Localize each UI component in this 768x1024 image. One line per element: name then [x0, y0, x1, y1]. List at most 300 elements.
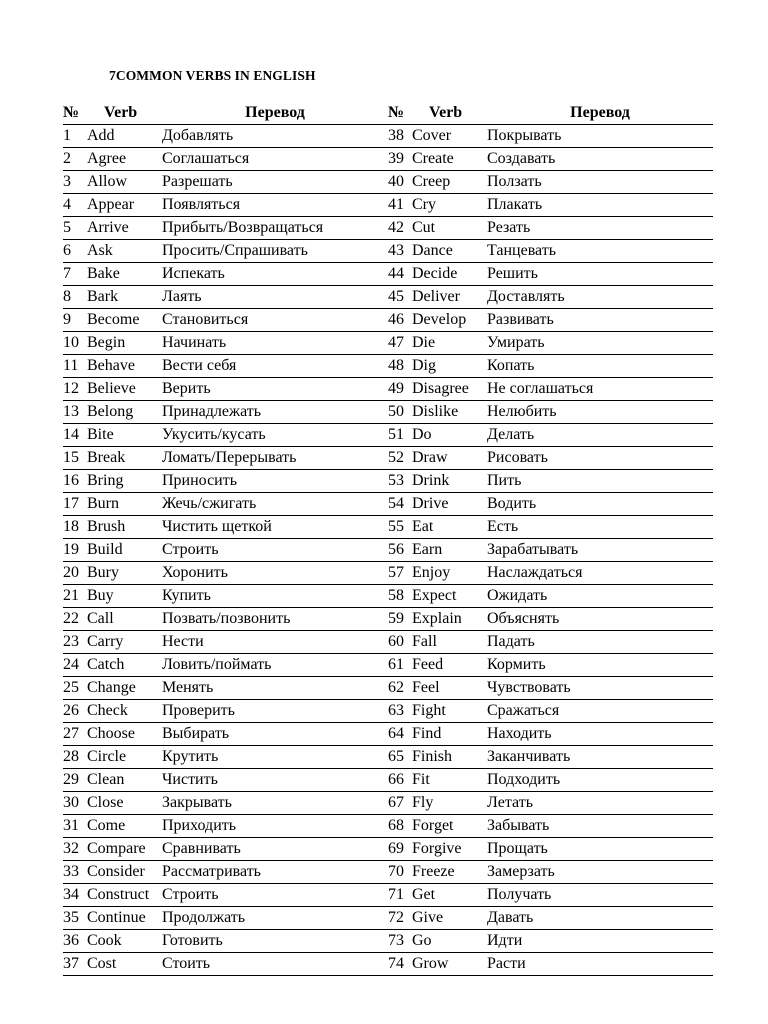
header-verb: Verb	[104, 104, 138, 121]
verb-english: Fight	[412, 702, 446, 719]
verb-russian: Крутить	[162, 748, 219, 765]
verb-english: Check	[87, 702, 128, 719]
verb-russian: Доставлять	[487, 288, 565, 305]
verb-row	[63, 884, 388, 907]
verb-number: 27	[63, 725, 79, 742]
verb-english: Brush	[87, 518, 126, 535]
verb-russian: Нести	[162, 633, 204, 650]
verb-english: Clean	[87, 771, 125, 788]
verb-russian: Забывать	[487, 817, 550, 834]
verb-row	[388, 769, 713, 792]
verb-number: 62	[388, 679, 404, 696]
verb-russian: Сравнивать	[162, 840, 241, 857]
verb-row	[63, 792, 388, 815]
verb-number: 25	[63, 679, 79, 696]
verbs-table-right	[388, 102, 713, 976]
verb-russian: Ломать/Перерывать	[162, 449, 297, 466]
verb-russian: Получать	[487, 886, 552, 903]
verb-row	[63, 815, 388, 838]
verb-english: Build	[87, 541, 123, 558]
table-header-row	[388, 102, 713, 125]
verb-english: Burn	[87, 495, 119, 512]
verb-russian: Ползать	[487, 173, 542, 190]
verb-english: Forgive	[412, 840, 462, 857]
verb-number: 41	[388, 196, 404, 213]
verb-english: Circle	[87, 748, 127, 765]
verb-russian: Жечь/сжигать	[162, 495, 257, 512]
verb-row	[388, 562, 713, 585]
verb-number: 12	[63, 380, 79, 397]
verb-russian: Чистить	[162, 771, 218, 788]
verb-row	[63, 953, 388, 976]
verb-number: 46	[388, 311, 404, 328]
verb-english: Eat	[412, 518, 434, 535]
verb-row	[388, 608, 713, 631]
verb-row	[388, 194, 713, 217]
verb-row	[388, 493, 713, 516]
verb-russian: Начинать	[162, 334, 227, 351]
verb-row	[63, 332, 388, 355]
verb-english: Get	[412, 886, 436, 903]
header-verb: Verb	[429, 104, 463, 121]
verb-number: 52	[388, 449, 404, 466]
verb-number: 36	[63, 932, 79, 949]
verb-russian: Подходить	[487, 771, 561, 788]
verb-russian: Делать	[487, 426, 535, 443]
verb-english: Cost	[87, 955, 117, 972]
verb-row	[388, 631, 713, 654]
verb-number: 38	[388, 127, 404, 144]
verb-number: 54	[388, 495, 404, 512]
verb-number: 33	[63, 863, 79, 880]
verb-russian: Сражаться	[487, 702, 560, 719]
verb-russian: Появляться	[162, 196, 241, 213]
verb-russian: Рассматривать	[162, 863, 261, 880]
verb-number: 23	[63, 633, 79, 650]
verb-russian: Чувствовать	[487, 679, 571, 696]
header-translation: Перевод	[570, 104, 630, 121]
verb-row	[63, 861, 388, 884]
verb-number: 26	[63, 702, 79, 719]
verb-number: 58	[388, 587, 404, 604]
verb-number: 51	[388, 426, 404, 443]
verb-number: 70	[388, 863, 404, 880]
verb-number: 63	[388, 702, 404, 719]
verb-russian: Покрывать	[487, 127, 562, 144]
verb-english: Compare	[87, 840, 146, 857]
verb-number: 43	[388, 242, 404, 259]
verb-english: Call	[87, 610, 114, 627]
verb-english: Create	[412, 150, 454, 167]
verb-english: Fly	[412, 794, 434, 811]
verb-row	[63, 355, 388, 378]
verb-english: Creep	[412, 173, 451, 190]
verb-english: Catch	[87, 656, 125, 673]
verb-row	[388, 723, 713, 746]
verb-russian: Лаять	[162, 288, 202, 305]
verb-row	[388, 263, 713, 286]
verb-number: 42	[388, 219, 404, 236]
verb-row	[388, 332, 713, 355]
verb-english: Cook	[87, 932, 122, 949]
verb-russian: Находить	[487, 725, 552, 742]
verb-russian: Резать	[487, 219, 531, 236]
verb-row	[63, 608, 388, 631]
verb-row	[63, 447, 388, 470]
verb-row	[388, 792, 713, 815]
verb-english: Close	[87, 794, 124, 811]
verb-russian: Готовить	[162, 932, 223, 949]
verb-russian: Есть	[487, 518, 519, 535]
verb-english: Fall	[412, 633, 437, 650]
verb-number: 56	[388, 541, 404, 558]
verb-russian: Менять	[162, 679, 214, 696]
verb-english: Ask	[87, 242, 113, 259]
verb-row	[63, 194, 388, 217]
verb-english: Explain	[412, 610, 462, 627]
verb-russian: Становиться	[162, 311, 249, 328]
verb-number: 22	[63, 610, 79, 627]
verb-row	[388, 654, 713, 677]
verb-row	[63, 723, 388, 746]
verb-russian: Прощать	[487, 840, 548, 857]
verb-number: 66	[388, 771, 404, 788]
verb-russian: Умирать	[487, 334, 545, 351]
verb-number: 14	[63, 426, 79, 443]
verb-russian: Выбирать	[162, 725, 230, 742]
verb-russian: Развивать	[487, 311, 554, 328]
verb-russian: Кормить	[487, 656, 546, 673]
verb-number: 53	[388, 472, 404, 489]
verb-english: Freeze	[412, 863, 455, 880]
verb-number: 68	[388, 817, 404, 834]
verb-english: Continue	[87, 909, 146, 926]
verb-russian: Заканчивать	[487, 748, 571, 765]
verb-row	[63, 401, 388, 424]
verb-row	[388, 125, 713, 148]
verb-english: Cover	[412, 127, 452, 144]
verb-number: 44	[388, 265, 404, 282]
verb-number: 57	[388, 564, 404, 581]
verb-russian: Падать	[487, 633, 535, 650]
verb-number: 64	[388, 725, 404, 742]
verb-english: Feed	[412, 656, 444, 673]
verb-row	[388, 838, 713, 861]
verb-number: 11	[63, 357, 79, 374]
verb-row	[63, 493, 388, 516]
verb-row	[63, 585, 388, 608]
verb-russian: Принадлежать	[162, 403, 262, 420]
verb-number: 2	[63, 150, 71, 167]
verb-number: 73	[388, 932, 404, 949]
verb-number: 21	[63, 587, 79, 604]
verb-row	[63, 148, 388, 171]
header-number: №	[388, 104, 405, 121]
verb-russian: Давать	[487, 909, 534, 926]
verb-english: Construct	[87, 886, 150, 903]
verb-russian: Приносить	[162, 472, 238, 489]
verb-row	[388, 907, 713, 930]
verb-number: 47	[388, 334, 404, 351]
verb-russian: Создавать	[487, 150, 556, 167]
verb-row	[388, 470, 713, 493]
verb-english: Belong	[87, 403, 134, 420]
verb-english: Decide	[412, 265, 458, 282]
verb-row	[388, 746, 713, 769]
verb-number: 15	[63, 449, 79, 466]
verb-number: 19	[63, 541, 79, 558]
verb-number: 18	[63, 518, 79, 535]
verb-row	[388, 585, 713, 608]
verb-russian: Строить	[162, 886, 219, 903]
verb-row	[63, 907, 388, 930]
verb-english: Forget	[412, 817, 454, 834]
verb-english: Bury	[87, 564, 119, 581]
verb-english: Drink	[412, 472, 450, 489]
verb-russian: Идти	[487, 932, 523, 949]
table-header-row	[63, 102, 388, 125]
verb-row	[388, 148, 713, 171]
verb-english: Disagree	[412, 380, 469, 397]
verb-english: Behave	[87, 357, 135, 374]
verb-russian: Проверить	[162, 702, 235, 719]
verb-row	[388, 378, 713, 401]
verb-english: Become	[87, 311, 140, 328]
verb-english: Find	[412, 725, 442, 742]
verb-number: 71	[388, 886, 404, 903]
verb-russian: Наслаждаться	[487, 564, 583, 581]
verb-number: 4	[63, 196, 71, 213]
verb-russian: Закрывать	[162, 794, 232, 811]
verb-row	[63, 631, 388, 654]
verb-number: 6	[63, 242, 71, 259]
verb-number: 8	[63, 288, 71, 305]
verb-english: Bark	[87, 288, 119, 305]
verb-number: 1	[63, 127, 71, 144]
verb-english: Choose	[87, 725, 135, 742]
verb-english: Bake	[87, 265, 120, 282]
verb-number: 20	[63, 564, 79, 581]
verb-row	[388, 861, 713, 884]
verb-row	[63, 470, 388, 493]
header-translation: Перевод	[245, 104, 305, 121]
verb-russian: Просить/Спрашивать	[162, 242, 308, 259]
verb-russian: Замерзать	[487, 863, 555, 880]
verb-russian: Плакать	[487, 196, 543, 213]
verb-number: 29	[63, 771, 79, 788]
verb-row	[63, 516, 388, 539]
verbs-table-left	[63, 102, 388, 976]
verb-row	[388, 516, 713, 539]
verb-number: 60	[388, 633, 404, 650]
verb-row	[63, 263, 388, 286]
verb-english: Do	[412, 426, 432, 443]
verb-russian: Рисовать	[487, 449, 548, 466]
verb-row	[63, 125, 388, 148]
verb-number: 9	[63, 311, 71, 328]
verb-russian: Объяснять	[487, 610, 560, 627]
verb-russian: Разрешать	[162, 173, 233, 190]
verb-english: Appear	[87, 196, 135, 213]
verb-english: Finish	[412, 748, 453, 765]
verb-english: Go	[412, 932, 432, 949]
verb-row	[63, 309, 388, 332]
verb-row	[388, 815, 713, 838]
verb-row	[63, 562, 388, 585]
verb-english: Consider	[87, 863, 145, 880]
verb-number: 35	[63, 909, 79, 926]
verb-number: 16	[63, 472, 79, 489]
verb-russian: Испекать	[162, 265, 225, 282]
verb-number: 49	[388, 380, 404, 397]
verb-row	[388, 355, 713, 378]
verb-row	[63, 171, 388, 194]
verb-russian: Стоить	[162, 955, 211, 972]
verb-english: Dig	[412, 357, 436, 374]
verb-row	[388, 447, 713, 470]
verb-row	[63, 930, 388, 953]
verb-english: Expect	[412, 587, 457, 604]
verb-russian: Вести себя	[162, 357, 237, 374]
verb-row	[63, 286, 388, 309]
verb-row	[388, 424, 713, 447]
verb-russian: Расти	[487, 955, 526, 972]
verb-number: 28	[63, 748, 79, 765]
verb-russian: Хоронить	[162, 564, 228, 581]
verb-russian: Копать	[487, 357, 535, 374]
verb-english: Fit	[412, 771, 430, 788]
verb-row	[63, 378, 388, 401]
verb-russian: Укусить/кусать	[162, 426, 266, 443]
verb-row	[63, 838, 388, 861]
verb-russian: Купить	[162, 587, 211, 604]
verb-english: Come	[87, 817, 126, 834]
verb-number: 37	[63, 955, 79, 972]
verb-number: 40	[388, 173, 404, 190]
verb-russian: Летать	[487, 794, 534, 811]
verb-english: Believe	[87, 380, 136, 397]
verb-english: Arrive	[87, 219, 129, 236]
verb-row	[63, 700, 388, 723]
verb-number: 59	[388, 610, 404, 627]
verb-number: 24	[63, 656, 79, 673]
verb-english: Cry	[412, 196, 436, 213]
verb-number: 31	[63, 817, 79, 834]
verb-russian: Добавлять	[162, 127, 234, 144]
verb-row	[63, 677, 388, 700]
header-number: №	[63, 104, 80, 121]
verb-number: 17	[63, 495, 79, 512]
verb-row	[388, 953, 713, 976]
verb-row	[388, 539, 713, 562]
verb-row	[388, 700, 713, 723]
verb-row	[63, 746, 388, 769]
verb-number: 13	[63, 403, 79, 420]
verb-english: Die	[412, 334, 436, 351]
verb-english: Break	[87, 449, 126, 466]
verb-russian: Нелюбить	[487, 403, 557, 420]
verb-russian: Позвать/позвонить	[162, 610, 291, 627]
verb-english: Bring	[87, 472, 124, 489]
verb-russian: Верить	[162, 380, 211, 397]
verb-english: Drive	[412, 495, 449, 512]
verb-russian: Ожидать	[487, 587, 548, 604]
verb-english: Buy	[87, 587, 114, 604]
verb-row	[63, 240, 388, 263]
verb-row	[388, 171, 713, 194]
verb-number: 10	[63, 334, 79, 351]
verb-english: Draw	[412, 449, 448, 466]
verb-russian: Пить	[487, 472, 522, 489]
verb-russian: Строить	[162, 541, 219, 558]
verb-row	[388, 217, 713, 240]
verb-number: 45	[388, 288, 404, 305]
verb-row	[63, 217, 388, 240]
document-title: 7COMMON VERBS IN ENGLISH	[109, 68, 316, 83]
verb-english: Enjoy	[412, 564, 451, 581]
verb-number: 5	[63, 219, 71, 236]
verb-russian: Водить	[487, 495, 537, 512]
verb-russian: Прибыть/Возвращаться	[162, 219, 324, 236]
verb-english: Bite	[87, 426, 114, 443]
verb-russian: Чистить щеткой	[162, 518, 272, 535]
verb-number: 30	[63, 794, 79, 811]
verb-russian: Не соглашаться	[487, 380, 594, 397]
verb-russian: Ловить/поймать	[162, 656, 272, 673]
verb-row	[63, 539, 388, 562]
verb-number: 32	[63, 840, 79, 857]
verb-english: Grow	[412, 955, 449, 972]
verb-number: 48	[388, 357, 404, 374]
verb-english: Develop	[412, 311, 467, 328]
verb-russian: Продолжать	[162, 909, 246, 926]
verb-russian: Решить	[487, 265, 538, 282]
verb-number: 3	[63, 173, 71, 190]
verb-russian: Приходить	[162, 817, 237, 834]
verb-row	[63, 654, 388, 677]
verb-english: Cut	[412, 219, 436, 236]
verb-english: Dislike	[412, 403, 459, 420]
verb-english: Change	[87, 679, 136, 696]
verb-number: 67	[388, 794, 404, 811]
verb-english: Add	[87, 127, 115, 144]
verb-row	[388, 286, 713, 309]
verb-number: 39	[388, 150, 404, 167]
verb-english: Allow	[87, 173, 127, 190]
verb-english: Carry	[87, 633, 124, 650]
verb-russian: Танцевать	[487, 242, 557, 259]
verb-row	[388, 401, 713, 424]
verb-english: Agree	[87, 150, 127, 167]
verb-row	[388, 884, 713, 907]
verb-english: Deliver	[412, 288, 460, 305]
verb-russian: Зарабатывать	[487, 541, 579, 558]
verb-number: 50	[388, 403, 404, 420]
verb-row	[388, 240, 713, 263]
verb-number: 7	[63, 265, 71, 282]
verb-row	[388, 309, 713, 332]
verb-row	[63, 769, 388, 792]
verb-english: Give	[412, 909, 444, 926]
verb-english: Feel	[412, 679, 440, 696]
verb-number: 74	[388, 955, 404, 972]
verb-number: 72	[388, 909, 404, 926]
verb-english: Dance	[412, 242, 453, 259]
verb-number: 34	[63, 886, 79, 903]
verb-row	[63, 424, 388, 447]
verb-number: 55	[388, 518, 404, 535]
verb-row	[388, 677, 713, 700]
